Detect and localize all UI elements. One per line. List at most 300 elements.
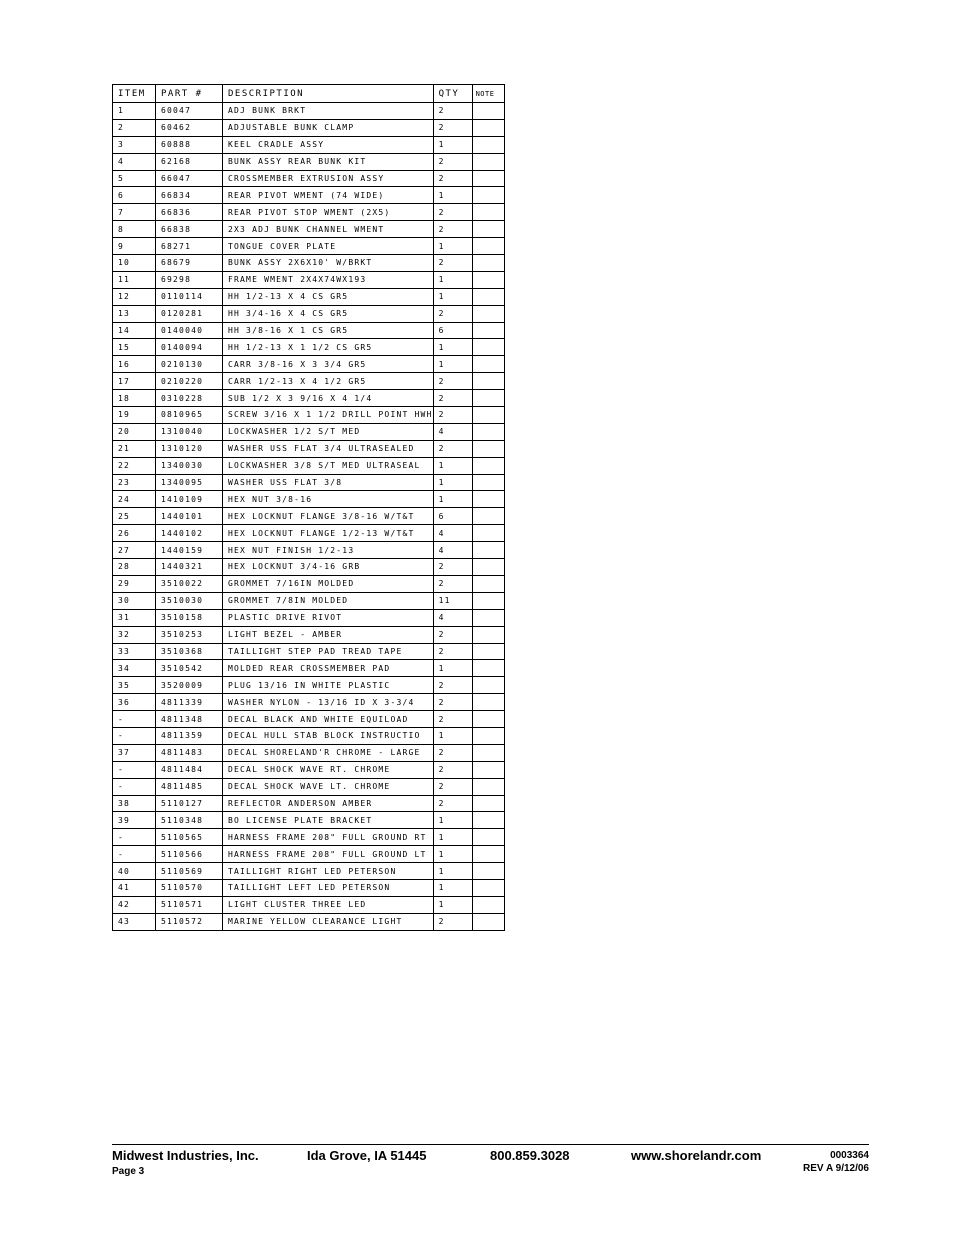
cell-description: SUB 1/2 X 3 9/16 X 4 1/4 bbox=[223, 390, 434, 407]
table-row bbox=[113, 423, 505, 440]
cell-note bbox=[472, 812, 504, 829]
cell-part-number: 0140040 bbox=[156, 322, 223, 339]
cell-qty: 1 bbox=[433, 271, 472, 288]
cell-part-number: 4811359 bbox=[156, 727, 223, 744]
cell-qty: 2 bbox=[433, 204, 472, 221]
cell-description: GROMMET 7/8IN MOLDED bbox=[223, 592, 434, 609]
cell-description: PLUG 13/16 IN WHITE PLASTIC bbox=[223, 677, 434, 694]
table-row bbox=[113, 575, 505, 592]
cell-item: 2 bbox=[113, 119, 156, 136]
cell-part-number: 5110569 bbox=[156, 863, 223, 880]
cell-note bbox=[472, 423, 504, 440]
cell-note bbox=[472, 255, 504, 272]
cell-note bbox=[472, 356, 504, 373]
cell-part-number: 0120281 bbox=[156, 305, 223, 322]
cell-qty: 1 bbox=[433, 238, 472, 255]
cell-description: CARR 1/2-13 X 4 1/2 GR5 bbox=[223, 373, 434, 390]
cell-item: 20 bbox=[113, 423, 156, 440]
table-row bbox=[113, 322, 505, 339]
cell-description: HH 1/2-13 X 1 1/2 CS GR5 bbox=[223, 339, 434, 356]
cell-part-number: 60888 bbox=[156, 136, 223, 153]
cell-qty: 1 bbox=[433, 896, 472, 913]
table-row bbox=[113, 288, 505, 305]
cell-qty: 2 bbox=[433, 643, 472, 660]
cell-description: ADJUSTABLE BUNK CLAMP bbox=[223, 119, 434, 136]
cell-qty: 4 bbox=[433, 609, 472, 626]
table-row bbox=[113, 187, 505, 204]
footer-website: www.shorelandr.com bbox=[631, 1148, 762, 1163]
cell-qty: 1 bbox=[433, 491, 472, 508]
cell-note bbox=[472, 390, 504, 407]
cell-description: SCREW 3/16 X 1 1/2 DRILL POINT HWH bbox=[223, 407, 434, 424]
table-row bbox=[113, 660, 505, 677]
table-body bbox=[113, 103, 505, 931]
cell-part-number: 5110571 bbox=[156, 896, 223, 913]
footer-phone: 800.859.3028 bbox=[490, 1148, 570, 1163]
cell-part-number: 4811484 bbox=[156, 761, 223, 778]
cell-qty: 4 bbox=[433, 423, 472, 440]
cell-part-number: 60462 bbox=[156, 119, 223, 136]
cell-item: 14 bbox=[113, 322, 156, 339]
cell-note bbox=[472, 339, 504, 356]
cell-description: HEX LOCKNUT FLANGE 3/8-16 W/T&T bbox=[223, 508, 434, 525]
cell-part-number: 3510030 bbox=[156, 592, 223, 609]
cell-description: LIGHT BEZEL - AMBER bbox=[223, 626, 434, 643]
cell-note bbox=[472, 153, 504, 170]
cell-item: 13 bbox=[113, 305, 156, 322]
cell-description: HH 3/8-16 X 1 CS GR5 bbox=[223, 322, 434, 339]
cell-item: - bbox=[113, 829, 156, 846]
cell-part-number: 5110572 bbox=[156, 913, 223, 930]
cell-note bbox=[472, 778, 504, 795]
cell-item: 41 bbox=[113, 879, 156, 896]
cell-description: REAR PIVOT WMENT (74 WIDE) bbox=[223, 187, 434, 204]
cell-qty: 1 bbox=[433, 863, 472, 880]
cell-part-number: 1340030 bbox=[156, 457, 223, 474]
cell-qty: 1 bbox=[433, 187, 472, 204]
cell-description: HARNESS FRAME 208" FULL GROUND RT bbox=[223, 829, 434, 846]
cell-description: TAILLIGHT STEP PAD TREAD TAPE bbox=[223, 643, 434, 660]
cell-part-number: 3510022 bbox=[156, 575, 223, 592]
cell-note bbox=[472, 795, 504, 812]
cell-qty: 2 bbox=[433, 559, 472, 576]
cell-item: 6 bbox=[113, 187, 156, 204]
cell-part-number: 66047 bbox=[156, 170, 223, 187]
cell-note bbox=[472, 119, 504, 136]
cell-description: TONGUE COVER PLATE bbox=[223, 238, 434, 255]
cell-part-number: 3510253 bbox=[156, 626, 223, 643]
cell-item: 29 bbox=[113, 575, 156, 592]
cell-note bbox=[472, 457, 504, 474]
cell-description: WASHER USS FLAT 3/4 ULTRASEALED bbox=[223, 440, 434, 457]
cell-note bbox=[472, 238, 504, 255]
cell-item: 27 bbox=[113, 542, 156, 559]
cell-item: 22 bbox=[113, 457, 156, 474]
cell-item: 8 bbox=[113, 221, 156, 238]
header-note: NOTE bbox=[472, 85, 504, 103]
cell-part-number: 0110114 bbox=[156, 288, 223, 305]
cell-note bbox=[472, 103, 504, 120]
cell-qty: 2 bbox=[433, 221, 472, 238]
cell-item: 15 bbox=[113, 339, 156, 356]
cell-description: 2X3 ADJ BUNK CHANNEL WMENT bbox=[223, 221, 434, 238]
cell-part-number: 4811348 bbox=[156, 711, 223, 728]
cell-qty: 2 bbox=[433, 761, 472, 778]
cell-note bbox=[472, 542, 504, 559]
table-row bbox=[113, 812, 505, 829]
table-row bbox=[113, 778, 505, 795]
table-row bbox=[113, 508, 505, 525]
cell-item: 18 bbox=[113, 390, 156, 407]
table-row bbox=[113, 525, 505, 542]
cell-description: GROMMET 7/16IN MOLDED bbox=[223, 575, 434, 592]
cell-note bbox=[472, 559, 504, 576]
cell-description: HEX NUT 3/8-16 bbox=[223, 491, 434, 508]
cell-part-number: 1440102 bbox=[156, 525, 223, 542]
cell-item: - bbox=[113, 846, 156, 863]
cell-item: 24 bbox=[113, 491, 156, 508]
cell-qty: 1 bbox=[433, 288, 472, 305]
footer-company: Midwest Industries, Inc. bbox=[112, 1148, 259, 1163]
cell-note bbox=[472, 846, 504, 863]
cell-part-number: 1310040 bbox=[156, 423, 223, 440]
cell-qty: 1 bbox=[433, 829, 472, 846]
table-row bbox=[113, 204, 505, 221]
table-row bbox=[113, 559, 505, 576]
cell-description: DECAL BLACK AND WHITE EQUILOAD bbox=[223, 711, 434, 728]
table-row bbox=[113, 390, 505, 407]
cell-qty: 2 bbox=[433, 778, 472, 795]
cell-description: FRAME WMENT 2X4X74WX193 bbox=[223, 271, 434, 288]
cell-description: CROSSMEMBER EXTRUSION ASSY bbox=[223, 170, 434, 187]
cell-note bbox=[472, 288, 504, 305]
cell-qty: 1 bbox=[433, 660, 472, 677]
cell-item: 34 bbox=[113, 660, 156, 677]
header-qty: QTY bbox=[433, 85, 472, 103]
cell-note bbox=[472, 660, 504, 677]
table-row bbox=[113, 271, 505, 288]
cell-note bbox=[472, 575, 504, 592]
cell-description: CARR 3/8-16 X 3 3/4 GR5 bbox=[223, 356, 434, 373]
cell-part-number: 3510542 bbox=[156, 660, 223, 677]
cell-note bbox=[472, 609, 504, 626]
cell-item: 5 bbox=[113, 170, 156, 187]
table-row bbox=[113, 221, 505, 238]
cell-note bbox=[472, 440, 504, 457]
cell-note bbox=[472, 913, 504, 930]
cell-part-number: 1340095 bbox=[156, 474, 223, 491]
cell-qty: 2 bbox=[433, 744, 472, 761]
cell-qty: 1 bbox=[433, 812, 472, 829]
table-row bbox=[113, 677, 505, 694]
cell-description: BUNK ASSY 2X6X10' W/BRKT bbox=[223, 255, 434, 272]
cell-description: MARINE YELLOW CLEARANCE LIGHT bbox=[223, 913, 434, 930]
cell-note bbox=[472, 407, 504, 424]
cell-part-number: 66838 bbox=[156, 221, 223, 238]
cell-qty: 4 bbox=[433, 525, 472, 542]
cell-qty: 2 bbox=[433, 390, 472, 407]
cell-note bbox=[472, 643, 504, 660]
cell-part-number: 5110348 bbox=[156, 812, 223, 829]
cell-note bbox=[472, 677, 504, 694]
cell-part-number: 3520009 bbox=[156, 677, 223, 694]
cell-description: HEX NUT FINISH 1/2-13 bbox=[223, 542, 434, 559]
cell-part-number: 68679 bbox=[156, 255, 223, 272]
cell-description: REFLECTOR ANDERSON AMBER bbox=[223, 795, 434, 812]
cell-qty: 6 bbox=[433, 508, 472, 525]
parts-list-table bbox=[112, 84, 505, 931]
cell-description: HEX LOCKNUT FLANGE 1/2-13 W/T&T bbox=[223, 525, 434, 542]
table-row bbox=[113, 829, 505, 846]
cell-qty: 2 bbox=[433, 626, 472, 643]
cell-part-number: 1410109 bbox=[156, 491, 223, 508]
cell-item: 19 bbox=[113, 407, 156, 424]
table-row bbox=[113, 542, 505, 559]
cell-part-number: 4811339 bbox=[156, 694, 223, 711]
cell-description: MOLDED REAR CROSSMEMBER PAD bbox=[223, 660, 434, 677]
cell-item: 43 bbox=[113, 913, 156, 930]
cell-description: PLASTIC DRIVE RIVOT bbox=[223, 609, 434, 626]
cell-description: HH 3/4-16 X 4 CS GR5 bbox=[223, 305, 434, 322]
cell-qty: 2 bbox=[433, 711, 472, 728]
cell-description: HH 1/2-13 X 4 CS GR5 bbox=[223, 288, 434, 305]
header-item: ITEM bbox=[113, 85, 156, 103]
cell-description: KEEL CRADLE ASSY bbox=[223, 136, 434, 153]
footer-divider bbox=[112, 1144, 869, 1145]
cell-note bbox=[472, 491, 504, 508]
cell-part-number: 1440321 bbox=[156, 559, 223, 576]
cell-qty: 4 bbox=[433, 542, 472, 559]
cell-item: 37 bbox=[113, 744, 156, 761]
cell-note bbox=[472, 694, 504, 711]
cell-part-number: 0140094 bbox=[156, 339, 223, 356]
cell-description: BUNK ASSY REAR BUNK KIT bbox=[223, 153, 434, 170]
header-description: DESCRIPTION bbox=[223, 85, 434, 103]
cell-item: - bbox=[113, 761, 156, 778]
cell-qty: 2 bbox=[433, 575, 472, 592]
cell-note bbox=[472, 204, 504, 221]
cell-note bbox=[472, 136, 504, 153]
cell-qty: 1 bbox=[433, 879, 472, 896]
cell-part-number: 5110570 bbox=[156, 879, 223, 896]
table-row bbox=[113, 795, 505, 812]
cell-note bbox=[472, 170, 504, 187]
cell-item: 10 bbox=[113, 255, 156, 272]
cell-note bbox=[472, 508, 504, 525]
cell-qty: 2 bbox=[433, 103, 472, 120]
table-row bbox=[113, 626, 505, 643]
table-row bbox=[113, 491, 505, 508]
table-row bbox=[113, 356, 505, 373]
cell-description: DECAL SHOCK WAVE RT. CHROME bbox=[223, 761, 434, 778]
table-row bbox=[113, 153, 505, 170]
cell-item: 42 bbox=[113, 896, 156, 913]
table-row bbox=[113, 846, 505, 863]
cell-item: 39 bbox=[113, 812, 156, 829]
cell-part-number: 1440159 bbox=[156, 542, 223, 559]
cell-item: - bbox=[113, 727, 156, 744]
cell-item: 16 bbox=[113, 356, 156, 373]
cell-description: HARNESS FRAME 208" FULL GROUND LT bbox=[223, 846, 434, 863]
cell-item: 4 bbox=[113, 153, 156, 170]
cell-item: 30 bbox=[113, 592, 156, 609]
cell-qty: 2 bbox=[433, 170, 472, 187]
cell-item: - bbox=[113, 778, 156, 795]
cell-qty: 1 bbox=[433, 136, 472, 153]
cell-item: 12 bbox=[113, 288, 156, 305]
cell-qty: 6 bbox=[433, 322, 472, 339]
cell-description: LOCKWASHER 1/2 S/T MED bbox=[223, 423, 434, 440]
cell-qty: 1 bbox=[433, 457, 472, 474]
table-row bbox=[113, 592, 505, 609]
cell-note bbox=[472, 592, 504, 609]
table-row bbox=[113, 373, 505, 390]
footer-revision: REV A 9/12/06 bbox=[803, 1163, 869, 1174]
cell-part-number: 69298 bbox=[156, 271, 223, 288]
cell-qty: 1 bbox=[433, 846, 472, 863]
cell-note bbox=[472, 744, 504, 761]
table-row bbox=[113, 474, 505, 491]
cell-item: 3 bbox=[113, 136, 156, 153]
cell-description: HEX LOCKNUT 3/4-16 GRB bbox=[223, 559, 434, 576]
table-row bbox=[113, 119, 505, 136]
cell-part-number: 1310120 bbox=[156, 440, 223, 457]
cell-note bbox=[472, 525, 504, 542]
table-row bbox=[113, 711, 505, 728]
table-row bbox=[113, 440, 505, 457]
cell-part-number: 62168 bbox=[156, 153, 223, 170]
table-row bbox=[113, 103, 505, 120]
table-row bbox=[113, 727, 505, 744]
table-row bbox=[113, 238, 505, 255]
cell-qty: 1 bbox=[433, 474, 472, 491]
cell-description: LIGHT CLUSTER THREE LED bbox=[223, 896, 434, 913]
table-row bbox=[113, 643, 505, 660]
cell-note bbox=[472, 221, 504, 238]
cell-part-number: 5110127 bbox=[156, 795, 223, 812]
table-row bbox=[113, 339, 505, 356]
cell-item: 26 bbox=[113, 525, 156, 542]
cell-qty: 1 bbox=[433, 339, 472, 356]
cell-part-number: 68271 bbox=[156, 238, 223, 255]
cell-qty: 2 bbox=[433, 407, 472, 424]
cell-item: 38 bbox=[113, 795, 156, 812]
cell-part-number: 5110566 bbox=[156, 846, 223, 863]
cell-item: 7 bbox=[113, 204, 156, 221]
cell-part-number: 66836 bbox=[156, 204, 223, 221]
cell-note bbox=[472, 322, 504, 339]
cell-part-number: 0210220 bbox=[156, 373, 223, 390]
cell-part-number: 5110565 bbox=[156, 829, 223, 846]
cell-note bbox=[472, 829, 504, 846]
table-row bbox=[113, 136, 505, 153]
cell-part-number: 3510368 bbox=[156, 643, 223, 660]
table-row bbox=[113, 457, 505, 474]
cell-item: 23 bbox=[113, 474, 156, 491]
cell-item: 9 bbox=[113, 238, 156, 255]
table-row bbox=[113, 305, 505, 322]
cell-item: 31 bbox=[113, 609, 156, 626]
header-part-number: PART # bbox=[156, 85, 223, 103]
table-row bbox=[113, 609, 505, 626]
cell-description: ADJ BUNK BRKT bbox=[223, 103, 434, 120]
cell-part-number: 60047 bbox=[156, 103, 223, 120]
table-header-row bbox=[113, 85, 505, 103]
cell-item: 32 bbox=[113, 626, 156, 643]
cell-item: 28 bbox=[113, 559, 156, 576]
table-row bbox=[113, 170, 505, 187]
cell-part-number: 66834 bbox=[156, 187, 223, 204]
cell-qty: 2 bbox=[433, 119, 472, 136]
cell-part-number: 0310228 bbox=[156, 390, 223, 407]
cell-part-number: 4811483 bbox=[156, 744, 223, 761]
cell-description: REAR PIVOT STOP WMENT (2X5) bbox=[223, 204, 434, 221]
footer-location: Ida Grove, IA 51445 bbox=[307, 1148, 427, 1163]
cell-description: WASHER USS FLAT 3/8 bbox=[223, 474, 434, 491]
cell-item: 40 bbox=[113, 863, 156, 880]
table-row bbox=[113, 896, 505, 913]
cell-description: DECAL SHOCK WAVE LT. CHROME bbox=[223, 778, 434, 795]
table-row bbox=[113, 744, 505, 761]
cell-qty: 11 bbox=[433, 592, 472, 609]
cell-description: DECAL HULL STAB BLOCK INSTRUCTIO bbox=[223, 727, 434, 744]
cell-qty: 2 bbox=[433, 255, 472, 272]
cell-part-number: 1440101 bbox=[156, 508, 223, 525]
cell-item: 1 bbox=[113, 103, 156, 120]
cell-part-number: 0210130 bbox=[156, 356, 223, 373]
cell-qty: 1 bbox=[433, 356, 472, 373]
cell-note bbox=[472, 711, 504, 728]
table-row bbox=[113, 694, 505, 711]
cell-note bbox=[472, 879, 504, 896]
table-row bbox=[113, 863, 505, 880]
cell-item: 25 bbox=[113, 508, 156, 525]
cell-note bbox=[472, 305, 504, 322]
cell-description: TAILLIGHT LEFT LED PETERSON bbox=[223, 879, 434, 896]
cell-item: 35 bbox=[113, 677, 156, 694]
cell-qty: 2 bbox=[433, 440, 472, 457]
cell-qty: 2 bbox=[433, 913, 472, 930]
cell-note bbox=[472, 896, 504, 913]
table-row bbox=[113, 407, 505, 424]
cell-qty: 2 bbox=[433, 694, 472, 711]
cell-item: 36 bbox=[113, 694, 156, 711]
table-row bbox=[113, 761, 505, 778]
cell-description: WASHER NYLON - 13/16 ID X 3-3/4 bbox=[223, 694, 434, 711]
cell-description: BO LICENSE PLATE BRACKET bbox=[223, 812, 434, 829]
cell-qty: 2 bbox=[433, 305, 472, 322]
cell-item: - bbox=[113, 711, 156, 728]
cell-item: 21 bbox=[113, 440, 156, 457]
cell-qty: 1 bbox=[433, 727, 472, 744]
cell-item: 17 bbox=[113, 373, 156, 390]
cell-note bbox=[472, 187, 504, 204]
cell-part-number: 0810965 bbox=[156, 407, 223, 424]
cell-part-number: 3510158 bbox=[156, 609, 223, 626]
cell-qty: 2 bbox=[433, 677, 472, 694]
cell-qty: 2 bbox=[433, 153, 472, 170]
cell-description: TAILLIGHT RIGHT LED PETERSON bbox=[223, 863, 434, 880]
cell-item: 33 bbox=[113, 643, 156, 660]
cell-description: LOCKWASHER 3/8 S/T MED ULTRASEAL bbox=[223, 457, 434, 474]
cell-item: 11 bbox=[113, 271, 156, 288]
cell-note bbox=[472, 474, 504, 491]
table-row bbox=[113, 879, 505, 896]
cell-note bbox=[472, 626, 504, 643]
cell-note bbox=[472, 727, 504, 744]
cell-qty: 2 bbox=[433, 373, 472, 390]
cell-part-number: 4811485 bbox=[156, 778, 223, 795]
